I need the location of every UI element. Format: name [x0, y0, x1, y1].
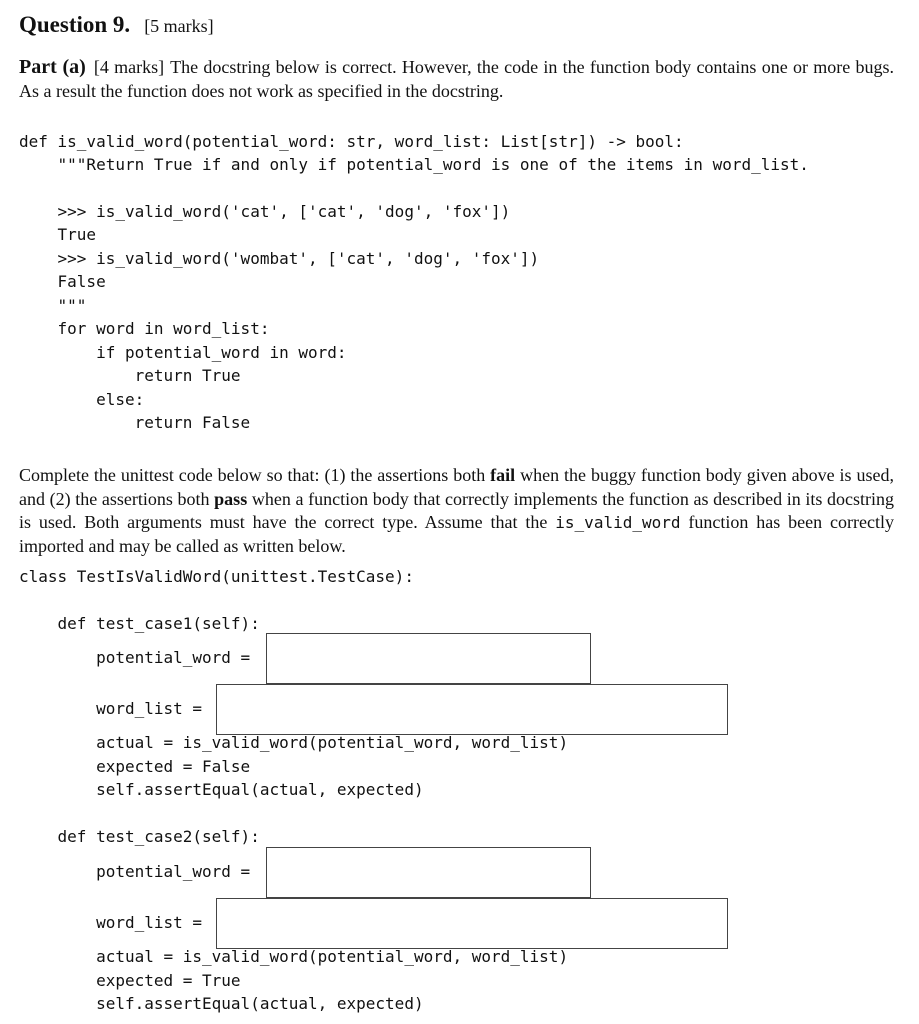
test-case1-assert: self.assertEqual(actual, expected): [19, 780, 424, 799]
question-marks: [5 marks]: [144, 16, 214, 36]
test-case1-potential-word-label: potential_word =: [19, 648, 251, 667]
part-a-intro-text: The docstring below is correct. However, the code in the function body contains one or more bugs. As a result the function does not work as specified in the docstring.: [19, 57, 894, 101]
test-case1-potential-word-answer-box[interactable]: [266, 633, 591, 684]
code-line: """: [19, 296, 87, 315]
code-line: False: [19, 272, 106, 291]
test-case2-word-list-label: word_list =: [19, 913, 203, 932]
instructions-fail: fail: [490, 465, 516, 485]
test-case1-potential-word-value: [267, 634, 590, 662]
part-a-label: Part (a): [19, 56, 86, 78]
code-line: >>> is_valid_word('cat', ['cat', 'dog', 'fox']): [19, 202, 511, 221]
question-title: [19, 12, 214, 38]
test-case2-potential-word-label: potential_word =: [19, 862, 251, 881]
code-line: for word in word_list:: [19, 319, 270, 338]
test-case2-word-list-answer-box[interactable]: [216, 898, 728, 949]
instructions-text-3: when a function body that correctly implements the function as described in its docstring is used. Both arguments must have the correct type. Assume that the: [19, 488, 894, 532]
test-case2-def: def test_case2(self):: [19, 827, 260, 846]
question-title-text: Question 9.: [19, 12, 131, 37]
instructions-text-2: when the buggy function body given above is used, and (2) the assertions both: [19, 465, 894, 509]
test-case1-def: def test_case1(self):: [19, 614, 260, 633]
code-line: """Return True if and only if potential_word is one of the items in word_list.: [19, 155, 809, 174]
test-case1-word-list-label: word_list =: [19, 699, 203, 718]
part-a-marks: [4 marks]: [93, 57, 165, 77]
test-case1-expected: expected = False: [19, 757, 251, 776]
test-case2-word-list-value: [217, 899, 727, 927]
code-line: if potential_word in word:: [19, 343, 347, 362]
test-class-def: class TestIsValidWord(unittest.TestCase):: [19, 567, 414, 586]
test-case1-actual: actual = is_valid_word(potential_word, word_list): [19, 733, 569, 752]
instructions-pass: pass: [214, 488, 248, 509]
test-case2-expected: expected = True: [19, 971, 241, 990]
code-line: def is_valid_word(potential_word: str, word_list: List[str]) -> bool:: [19, 132, 684, 151]
instructions-text-1: Complete the unittest code below so that: (1) the assertions both: [19, 465, 491, 485]
instructions-text-4: function has been correctly imported and may be called as written below.: [19, 512, 894, 556]
test-case2-actual: actual = is_valid_word(potential_word, word_list): [19, 947, 569, 966]
test-case1-word-list-value: [217, 685, 727, 713]
test-case1-word-list-answer-box[interactable]: [216, 684, 728, 735]
code-line: True: [19, 225, 97, 244]
instructions-paragraph: [19, 464, 894, 558]
test-case2-potential-word-answer-box[interactable]: [266, 847, 591, 898]
code-line: return True: [19, 366, 241, 385]
test-case2-potential-word-value: [267, 848, 590, 876]
part-a-intro: [19, 56, 894, 103]
instructions-func-name: is_valid_word: [555, 513, 681, 532]
code-line: else:: [19, 390, 145, 409]
code-line: return False: [19, 413, 251, 432]
test-case2-assert: self.assertEqual(actual, expected): [19, 994, 424, 1013]
code-line: >>> is_valid_word('wombat', ['cat', 'dog', 'fox']): [19, 249, 540, 268]
